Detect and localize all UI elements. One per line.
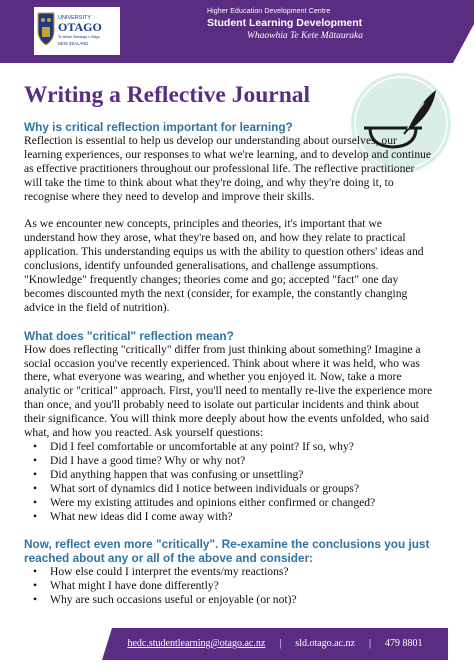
paragraph-reflecting-critically: How does reflecting "critically" differ from just thinking about something? Imagine a social occasion you've recently experienced. Think about where it was held, who was there, what everyone was wearing, and whether you enjoyed it. Now, take a more analytic or "critical" approach. First, you'll need to mentally re-live the experience more than once, and you'll probably need to isolate out particular incidents and think about their significance. You will think more deeply about how the events unfolded, who said what, and how you reacted. Ask yourself questions: <box>24 342 433 440</box>
list-item: • How else could I interpret the events/my reactions? <box>24 565 434 579</box>
paragraph-reflection-essential: Reflection is essential to help us develop our understanding about ourselves, our learning experiences, our responses to what we're learning, and to develop and continue as effective practitioners throughout our professional life. The reflective practitioner will take the time to think about what they're doing, and why they're doing it, to recognise where they need to develop and improve their skills. <box>24 134 432 203</box>
separator: | <box>368 638 371 649</box>
list-item: • Were my existing attitudes and opinions either confirmed or changed? <box>24 496 434 510</box>
section-heading-reflect-more: Now, reflect even more "critically". Re-examine the conclusions you just reached about any or all of the above and consider: <box>24 537 430 566</box>
footer <box>102 628 448 660</box>
question-list <box>24 440 434 523</box>
list-item: • Did I have a good time? Why or why not? <box>24 454 434 468</box>
footer-contacts <box>102 638 448 649</box>
list-item: • What sort of dynamics did I notice between individuals or groups? <box>24 482 434 496</box>
list-item: • Did I feel comfortable or uncomfortable at any point? If so, why? <box>24 440 434 454</box>
website-link[interactable]: sld.otago.ac.nz <box>295 638 355 649</box>
centre-parent-name: Higher Education Development Centre <box>207 8 331 15</box>
phone-number: 479 8801 <box>385 638 423 649</box>
page-title: Writing a Reflective Journal <box>24 82 311 108</box>
email-link[interactable]: hedc.studentlearning@otago.ac.nz <box>127 638 266 649</box>
list-item: • What might I have done differently? <box>24 579 434 593</box>
university-of-otago-logo[interactable] <box>34 7 120 55</box>
paragraph-new-concepts: As we encounter new concepts, principles and theories, it's important that we understand how they arose, what they're based on, and how they relate to practical application. This understanding equips us with the ability to question others' ideas and conclusions, identify unfounded generalisations, and challenge assumptions. "Knowledge" frequently changes; theories come and go; accepted "fact" one day becomes discounted myth the next (consider, for example, the constantly changing advice in the field of nutrition). <box>24 217 424 314</box>
list-item: • Did anything happen that was confusing or unsettling? <box>24 468 434 482</box>
separator: | <box>279 638 282 649</box>
centre-name-block <box>207 7 437 42</box>
logo-word-maori: Te Whare Wānanga o Otāgo <box>58 35 100 39</box>
logo-word-otago: OTAGO <box>58 20 102 34</box>
document-body <box>24 120 434 607</box>
logo-word-nz: NEW ZEALAND <box>58 41 89 46</box>
section-heading-why: Why is critical reflection important for learning? <box>24 120 293 134</box>
list-item: • What new ideas did I come away with? <box>24 510 434 524</box>
section-heading-critical: What does "critical" reflection mean? <box>24 328 234 343</box>
centre-maori-name: Whaowhia Te Kete Mātauraka <box>247 31 364 41</box>
reexamine-list <box>24 565 434 607</box>
list-item: • Why are such occasions useful or enjoyable (or not)? <box>24 593 434 607</box>
logo-word-university: UNIVERSITY <box>58 15 92 21</box>
centre-name: Student Learning Development <box>207 17 363 29</box>
